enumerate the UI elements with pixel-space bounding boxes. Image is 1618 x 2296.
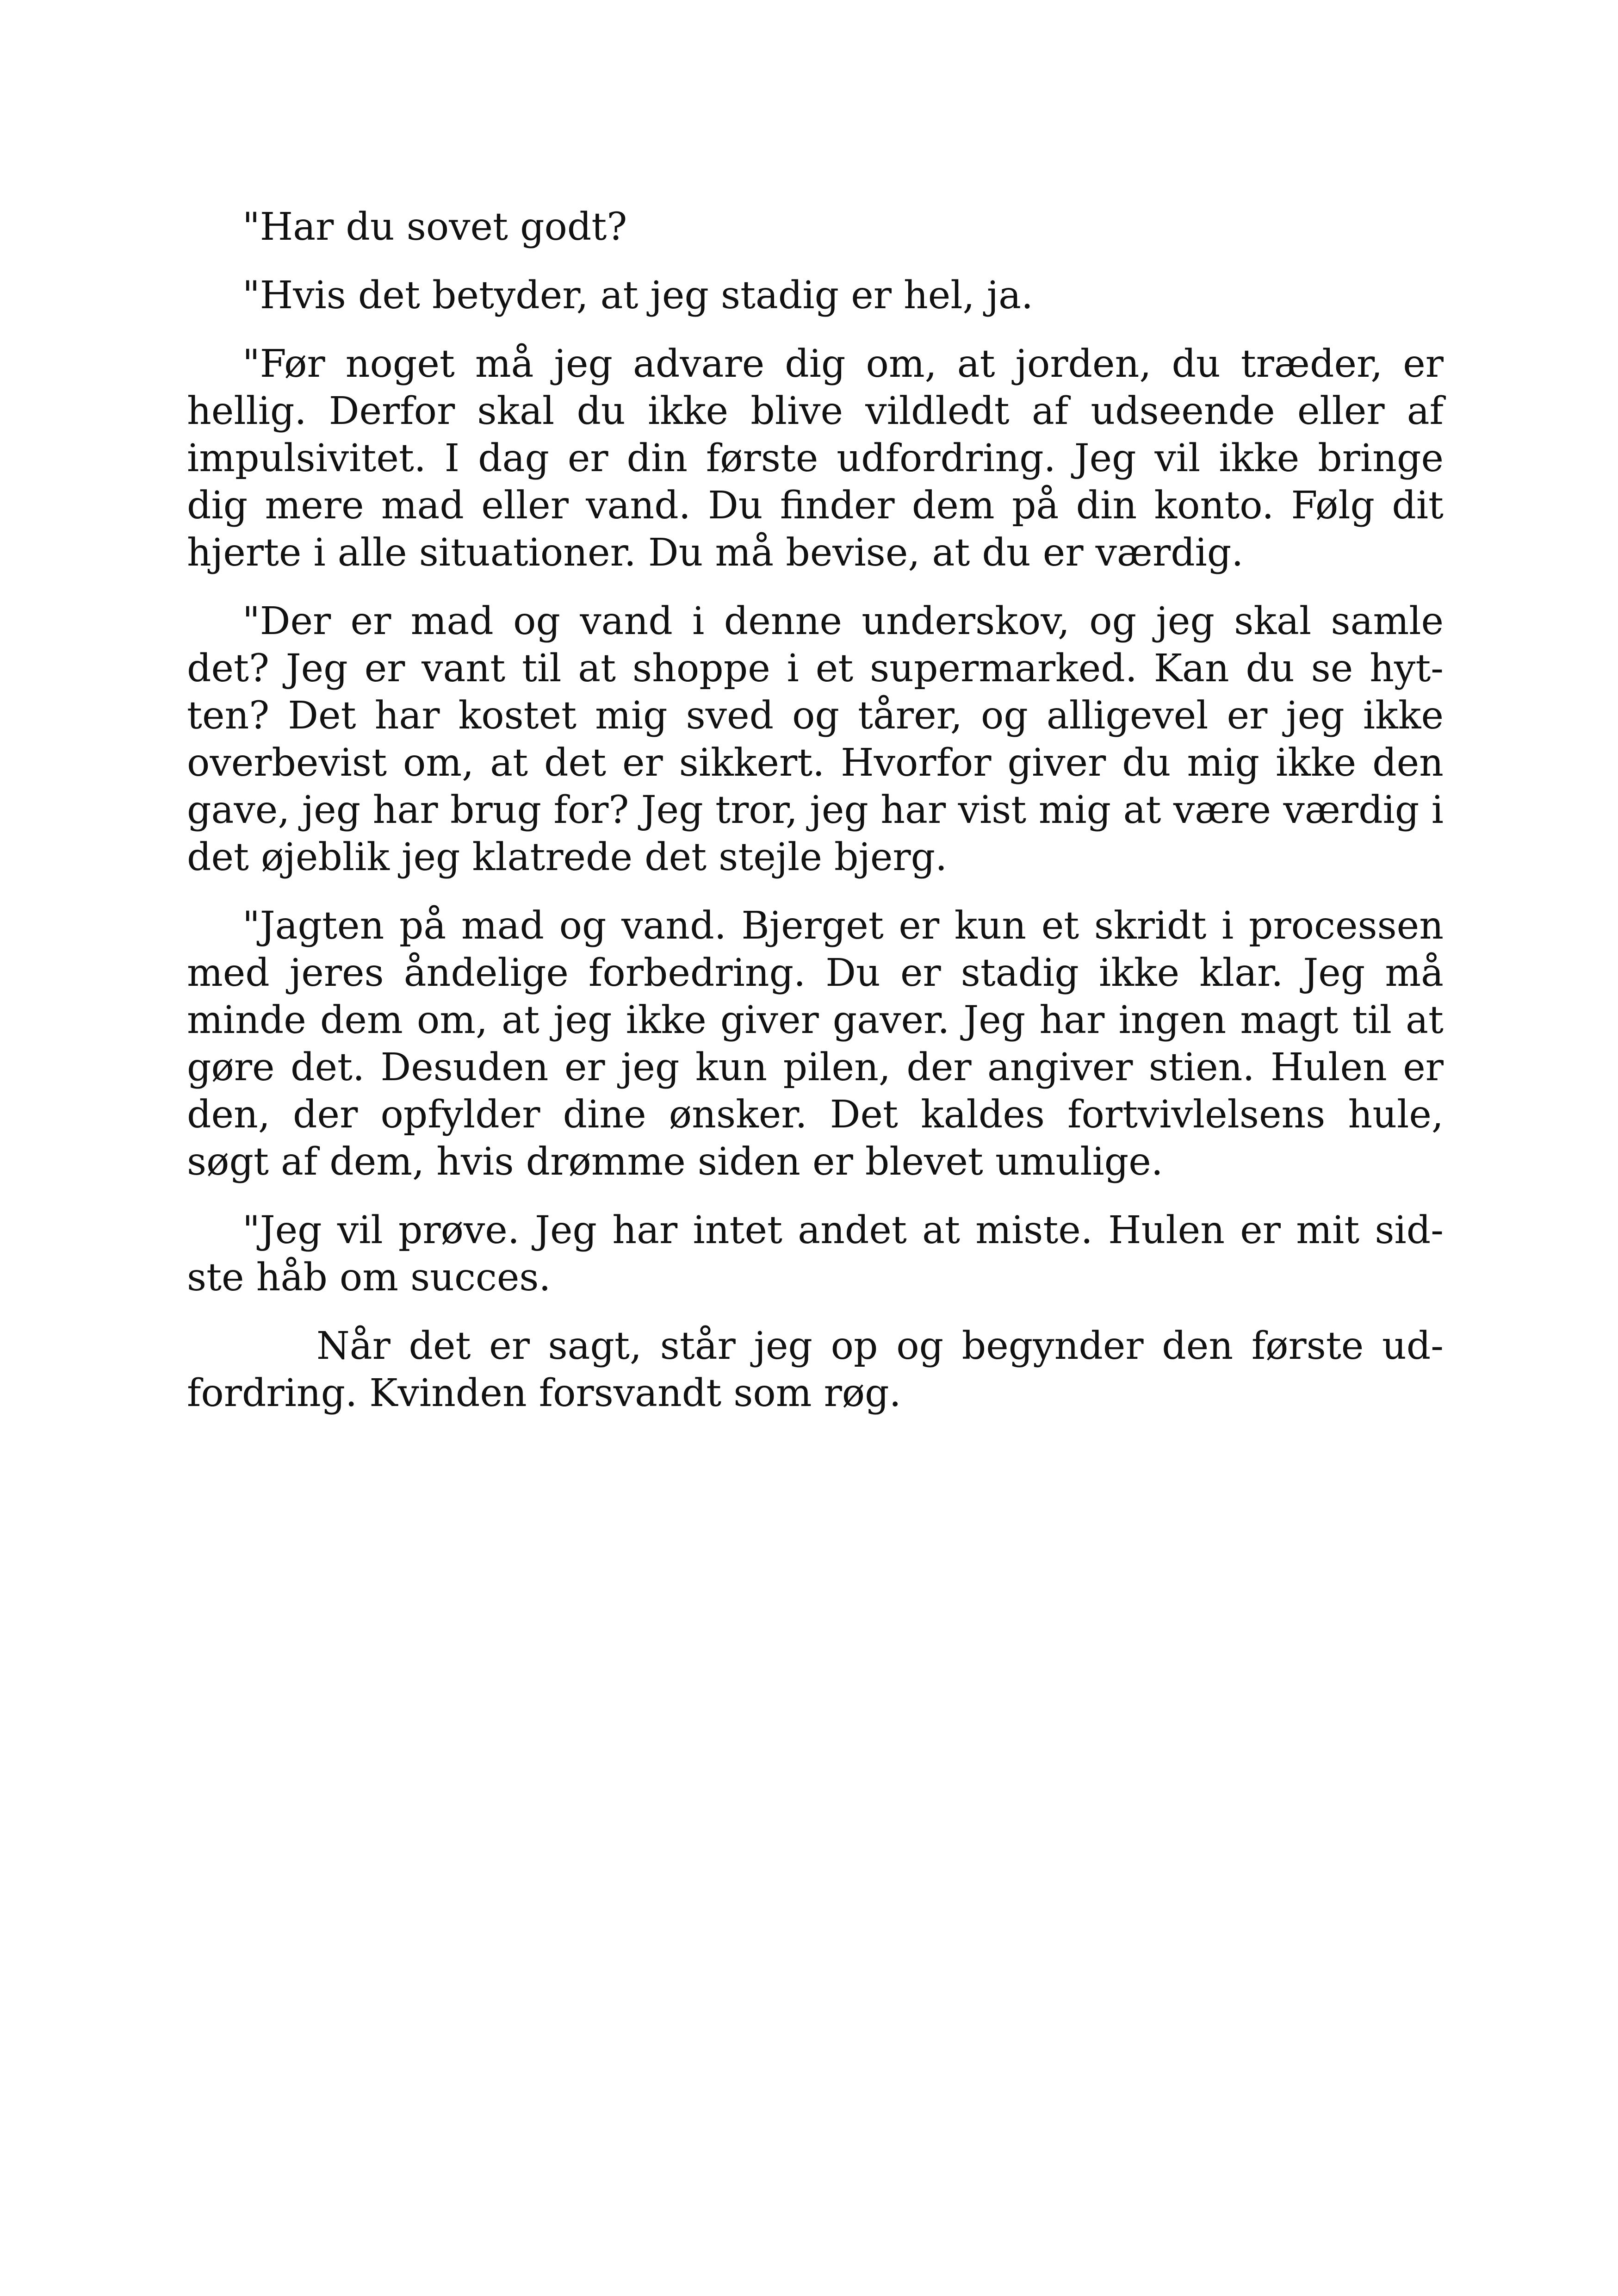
paragraph: "Hvis det betyder, at jeg stadig er hel, ja. xyxy=(242,274,1034,317)
paragraph: "Har du sovet godt? xyxy=(242,205,627,249)
paragraph: "Jagten på mad og vand. Bjerget er kun et skridt i processen med jeres åndelige forbedring. Du er stadig ikke klar. Jeg må minde dem om, at jeg ikke giver gaver. Jeg har ingen magt til at gøre det. Desuden er jeg kun pilen, der angiver stien. Hulen er den, der opfylder dine ønsker. Det kaldes fortvivlelsens hule, søgt af dem, hvis drømme siden er blevet umulige. xyxy=(187,904,1444,1184)
paragraph: "Jeg vil prøve. Jeg har intet andet at miste. Hulen er mit sidste håb om succes. xyxy=(187,1208,1444,1300)
body-text xyxy=(187,204,1444,1438)
paragraph: "Før noget må jeg advare dig om, at jorden, du træder, er hellig. Derfor skal du ikke blive vildledt af udseende eller af impulsivitet. I dag er din første udfordring. Jeg vil ikke bringe dig mere mad eller vand. Du finder dem på din konto. Følg dit hjerte i alle situationer. Du må bevise, at du er værdig. xyxy=(187,342,1444,575)
paragraph: Når det er sagt, står jeg op og begynder den første udfordring. Kvinden forsvandt som røg. xyxy=(187,1324,1444,1415)
paragraph: "Der er mad og vand i denne underskov, og jeg skal samle det? Jeg er vant til at shoppe i et supermarked. Kan du se hytten? Det har kostet mig sved og tårer, og alligevel er jeg ikke overbevist om, at det er sikkert. Hvorfor giver du mig ikke den gave, jeg har brug for? Jeg tror, jeg har vist mig at være værdig i det øjeblik jeg klatrede det stejle bjerg. xyxy=(187,599,1444,879)
